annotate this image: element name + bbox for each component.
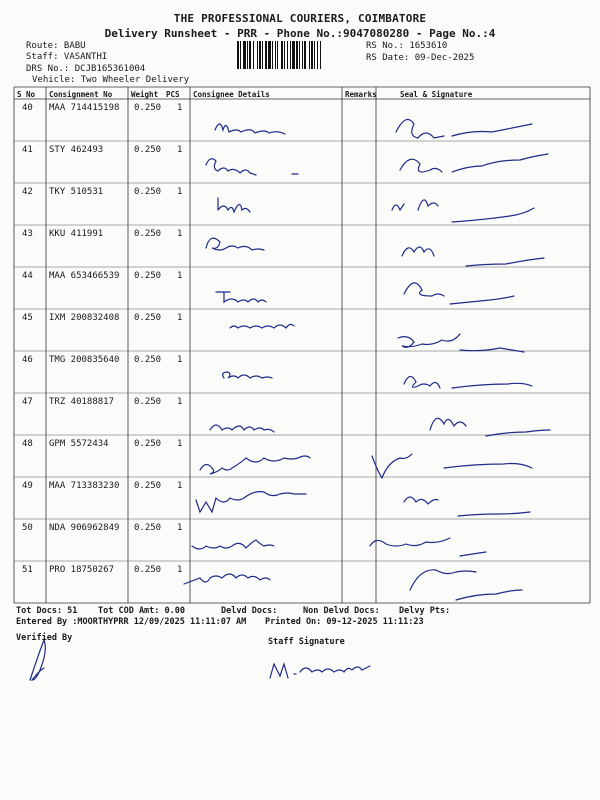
row-weight: 0.250 — [134, 229, 162, 239]
col-weight: Weight — [131, 90, 159, 99]
row-consignment-number: IXM 200832408 — [49, 313, 120, 323]
row-pieces: 1 — [177, 355, 183, 365]
row-consignment-number: PRO 18750267 — [49, 565, 115, 575]
row-pieces: 1 — [177, 271, 183, 281]
row-weight: 0.250 — [134, 439, 162, 449]
row-weight: 0.250 — [134, 481, 162, 491]
row-serial-number: 48 — [22, 439, 33, 449]
row-weight: 0.250 — [134, 523, 162, 533]
row-consignment-number: KKU 411991 — [49, 229, 104, 239]
row-pieces: 1 — [177, 313, 183, 323]
col-seal-signature: Seal & Signature — [400, 90, 473, 99]
total-cod-amount: Tot COD Amt: 0.00 — [98, 606, 185, 616]
row-serial-number: 46 — [22, 355, 33, 365]
row-consignment-number: TMG 200835640 — [49, 355, 120, 365]
staff-label: Staff: VASANTHI — [26, 52, 108, 62]
row-serial-number: 43 — [22, 229, 33, 239]
col-remarks: Remarks — [345, 90, 377, 99]
row-serial-number: 42 — [22, 187, 33, 197]
non-delivered-docs: Non Delvd Docs: — [303, 606, 380, 616]
total-docs: Tot Docs: 51 — [16, 606, 78, 616]
row-consignment-number: GPM 5572434 — [49, 439, 109, 449]
row-weight: 0.250 — [134, 397, 162, 407]
col-consignee: Consignee Details — [193, 90, 270, 99]
verified-by-label: Verified By — [16, 633, 73, 643]
staff-signature-label: Staff Signature — [268, 637, 345, 647]
row-pieces: 1 — [177, 187, 183, 197]
row-pieces: 1 — [177, 103, 183, 113]
row-pieces: 1 — [177, 565, 183, 575]
col-pcs: PCS — [166, 90, 180, 99]
row-serial-number: 41 — [22, 145, 33, 155]
vehicle-label: Vehicle: Two Wheeler Delivery — [32, 75, 190, 85]
rs-date: RS Date: 09-Dec-2025 — [366, 53, 475, 63]
row-serial-number: 50 — [22, 523, 33, 533]
row-weight: 0.250 — [134, 355, 162, 365]
delivered-docs: Delvd Docs: — [221, 606, 278, 616]
col-consignment: Consignment No — [49, 90, 113, 99]
row-serial-number: 51 — [22, 565, 33, 575]
row-pieces: 1 — [177, 145, 183, 155]
row-weight: 0.250 — [134, 271, 162, 281]
row-weight: 0.250 — [134, 187, 162, 197]
row-weight: 0.250 — [134, 103, 162, 113]
row-serial-number: 49 — [22, 481, 33, 491]
row-consignment-number: TKY 510531 — [49, 187, 104, 197]
row-weight: 0.250 — [134, 145, 162, 155]
row-serial-number: 40 — [22, 103, 33, 113]
row-consignment-number: MAA 713383230 — [49, 481, 120, 491]
row-pieces: 1 — [177, 439, 183, 449]
row-serial-number: 45 — [22, 313, 33, 323]
route-label: Route: BABU — [26, 41, 86, 51]
runsheet-subtitle: Delivery Runsheet - PRR - Phone No.:9047080280 - Page No.:4 — [104, 27, 496, 40]
row-consignment-number: MAA 714415198 — [49, 103, 120, 113]
col-sno: S No — [17, 90, 36, 99]
row-pieces: 1 — [177, 397, 183, 407]
row-consignment-number: NDA 906962849 — [49, 523, 120, 533]
row-pieces: 1 — [177, 229, 183, 239]
row-consignment-number: TRZ 40188817 — [49, 397, 115, 407]
printed-on: Printed On: 09-12-2025 11:11:23 — [265, 617, 424, 627]
drs-number: DRS No.: DCJB165361004 — [26, 64, 146, 74]
delivery-points: Delvy Pts: — [399, 606, 451, 616]
entered-by: Entered By :MOORTHYPRR 12/09/2025 11:11:07 AM — [16, 617, 247, 627]
row-consignment-number: STY 462493 — [49, 145, 104, 155]
row-weight: 0.250 — [134, 565, 162, 575]
row-serial-number: 47 — [22, 397, 33, 407]
row-consignment-number: MAA 653466539 — [49, 271, 120, 281]
row-weight: 0.250 — [134, 313, 162, 323]
row-serial-number: 44 — [22, 271, 33, 281]
company-title: THE PROFESSIONAL COURIERS, COIMBATORE — [173, 12, 427, 25]
row-pieces: 1 — [177, 523, 183, 533]
row-pieces: 1 — [177, 481, 183, 491]
rs-number: RS No.: 1653610 — [366, 41, 448, 51]
